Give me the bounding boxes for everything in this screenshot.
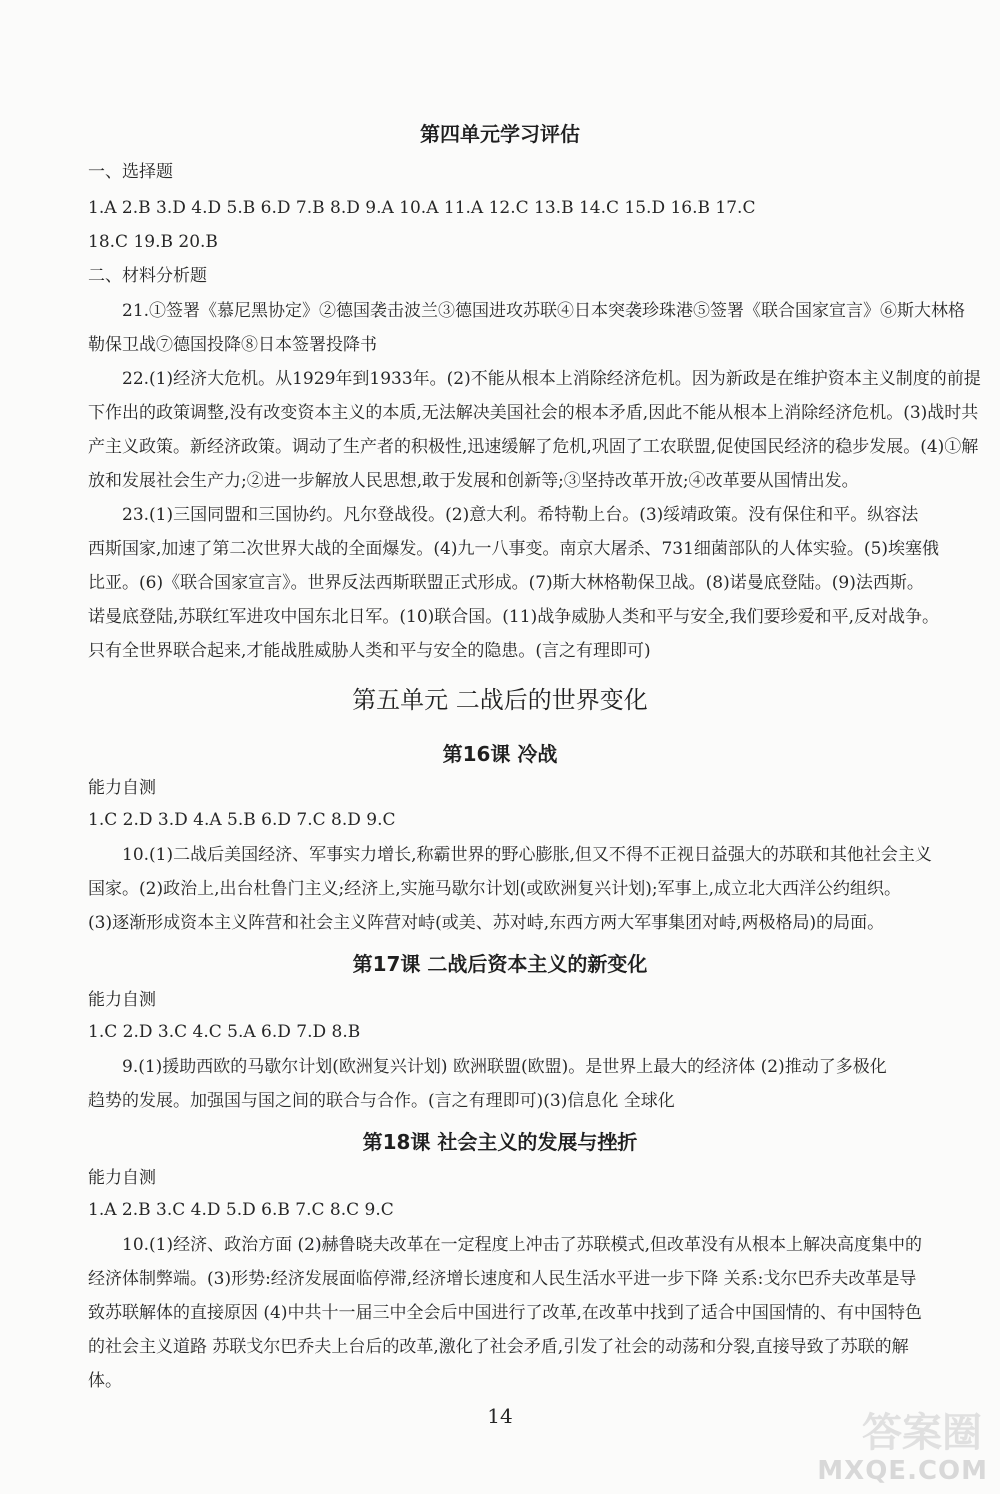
q22-line: 产主义政策。新经济政策。调动了生产者的积极性,迅速缓解了危机,巩固了工农联盟,促使国民经济的稳步发展。(4)①解 xyxy=(88,437,979,457)
watermark-site: MXQE.COM xyxy=(817,1456,988,1486)
page-number: 14 xyxy=(487,1404,513,1428)
q22-line: 放和发展社会生产力;②进一步解放人民思想,敢于发展和创新等;③坚持改革开放;④改革要从国情出发。 xyxy=(88,471,859,491)
unit4-q22 xyxy=(88,362,981,498)
lesson16-title: 第16课 冷战 xyxy=(442,742,558,766)
unit4-title: 第四单元学习评估 xyxy=(420,122,580,146)
l16-q10-line: 10.(1)二战后美国经济、军事实力增长,称霸世界的野心膨胀,但又不得不正视日益强大的苏联和其他社会主义 xyxy=(122,845,932,865)
q21-line: 21.①签署《慕尼黑协定》②德国袭击波兰③德国进攻苏联④日本突袭珍珠港⑤签署《联合国家宣言》⑥斯大林格 xyxy=(122,301,966,321)
l18-q10-line: 的社会主义道路 苏联戈尔巴乔夫上台后的改革,激化了社会矛盾,引发了社会的动荡和分裂,直接导致了苏联的解 xyxy=(88,1337,909,1357)
unit4-section-material: 二、材料分析题 xyxy=(88,266,207,286)
lesson16-choices: 1.C 2.D 3.D 4.A 5.B 6.D 7.C 8.D 9.C xyxy=(88,810,396,830)
lesson16-q10 xyxy=(88,838,933,940)
unit4-q23 xyxy=(88,498,940,668)
unit4-q21 xyxy=(88,294,966,362)
lesson18-title: 第18课 社会主义的发展与挫折 xyxy=(362,1130,638,1154)
l16-q10-line: (3)逐渐形成资本主义阵营和社会主义阵营对峙(或美、苏对峙,东西方两大军事集团对峙,两极格局)的局面。 xyxy=(88,913,885,933)
q23-line: 只有全世界联合起来,才能战胜威胁人类和平与安全的隐患。(言之有理即可) xyxy=(88,641,651,661)
unit5-title: 第五单元 二战后的世界变化 xyxy=(352,686,648,714)
lesson18-choices: 1.A 2.B 3.C 4.D 5.D 6.B 7.C 8.C 9.C xyxy=(88,1200,394,1220)
unit4-choices-line2: 18.C 19.B 20.B xyxy=(88,232,218,252)
lesson17-title: 第17课 二战后资本主义的新变化 xyxy=(352,952,648,976)
q22-line: 22.(1)经济大危机。从1929年到1933年。(2)不能从根本上消除经济危机。因为新政是在维护资本主义制度的前提 xyxy=(122,369,981,389)
lesson18-section: 能力自测 xyxy=(88,1168,156,1188)
l18-q10-line: 10.(1)经济、政治方面 (2)赫鲁晓夫改革在一定程度上冲击了苏联模式,但改革没有从根本上解决高度集中的 xyxy=(122,1235,923,1255)
q23-line: 比亚。(6)《联合国家宣言》。世界反法西斯联盟正式形成。(7)斯大林格勒保卫战。(8)诺曼底登陆。(9)法西斯。 xyxy=(88,573,924,593)
watermark-logo: 答案圈 xyxy=(862,1410,982,1456)
lesson18-q10 xyxy=(88,1228,933,1398)
l16-q10-line: 国家。(2)政治上,出台杜鲁门主义;经济上,实施马歇尔计划(或欧洲复兴计划);军事上,成立北大西洋公约组织。 xyxy=(88,879,902,899)
l17-q9-line: 趋势的发展。加强国与国之间的联合与合作。(言之有理即可)(3)信息化 全球化 xyxy=(88,1091,675,1111)
lesson17-choices: 1.C 2.D 3.C 4.C 5.A 6.D 7.D 8.B xyxy=(88,1022,361,1042)
q22-line: 下作出的政策调整,没有改变资本主义的本质,无法解决美国社会的根本矛盾,因此不能从根本上消除经济危机。(3)战时共 xyxy=(88,403,979,423)
unit4-choices-line1: 1.A 2.B 3.D 4.D 5.B 6.D 7.B 8.D 9.A 10.A 11.A 12.C 13.B 14.C 15.D 16.B 17.C xyxy=(88,198,756,218)
lesson16-section: 能力自测 xyxy=(88,778,156,798)
lesson17-section: 能力自测 xyxy=(88,990,156,1010)
q21-line: 勒保卫战⑦德国投降⑧日本签署投降书 xyxy=(88,335,377,355)
q23-line: 西斯国家,加速了第二次世界大战的全面爆发。(4)九一八事变。南京大屠杀、731细菌部队的人体实验。(5)埃塞俄 xyxy=(88,539,940,559)
unit4-section-choice: 一、选择题 xyxy=(88,162,173,182)
l18-q10-line: 体。 xyxy=(88,1371,122,1391)
q23-line: 诺曼底登陆,苏联红军进攻中国东北日军。(10)联合国。(11)战争威胁人类和平与安全,我们要珍爱和平,反对战争。 xyxy=(88,607,940,627)
l18-q10-line: 经济体制弊端。(3)形势:经济发展面临停滞,经济增长速度和人民生活水平进一步下降 关系:戈尔巴乔夫改革是导 xyxy=(88,1269,917,1289)
q23-line: 23.(1)三国同盟和三国协约。凡尔登战役。(2)意大利。希特勒上台。(3)绥靖政策。没有保住和平。纵容法 xyxy=(122,505,919,525)
l18-q10-line: 致苏联解体的直接原因 (4)中共十一届三中全会后中国进行了改革,在改革中找到了适合中国国情的、有中国特色 xyxy=(88,1303,922,1323)
lesson17-q9 xyxy=(88,1050,933,1118)
l17-q9-line: 9.(1)援助西欧的马歇尔计划(欧洲复兴计划) 欧洲联盟(欧盟)。是世界上最大的经济体 (2)推动了多极化 xyxy=(122,1057,887,1077)
site-watermark xyxy=(798,1401,988,1486)
